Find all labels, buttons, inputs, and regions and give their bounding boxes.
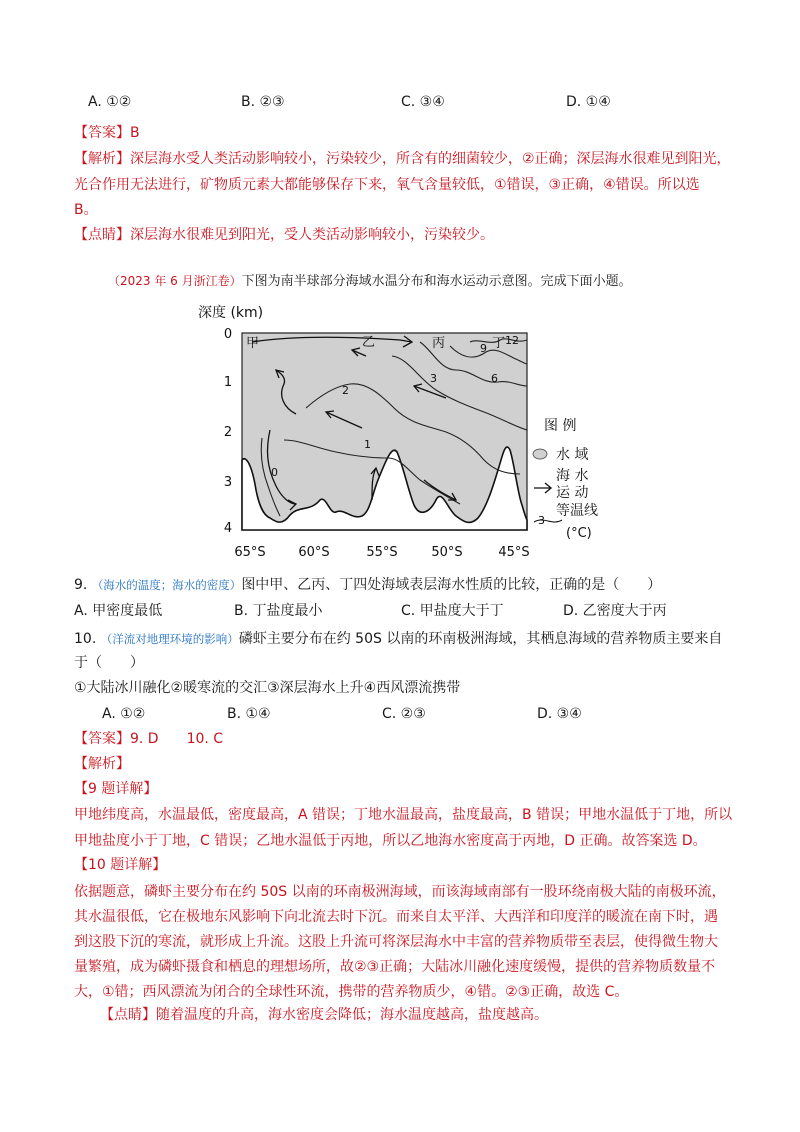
legend-iso-num: 3 <box>538 514 545 527</box>
legend-water-swatch <box>533 449 547 459</box>
isotherm-label: 1 <box>364 438 371 451</box>
q10-items: ①大陆冰川融化②暖寒流的交汇③深层海水上升④西风漂流携带 <box>74 680 461 696</box>
place-yi: 乙 <box>362 335 376 350</box>
isotherm-label: 2 <box>342 384 349 397</box>
q9-option-a: A. 甲密度最低 <box>74 603 163 619</box>
q10-options <box>102 701 582 727</box>
intro-source: （2023 年 6 月浙江卷） <box>108 274 242 288</box>
final-tip <box>100 1002 780 1028</box>
place-ding: 丁 <box>492 336 506 351</box>
x-tick-45: 45°S <box>498 545 530 560</box>
y-tick-4: 4 <box>223 521 233 536</box>
q8-option-d: D. ①④ <box>566 94 611 110</box>
legend-arrow-icon <box>534 483 551 493</box>
q8-options <box>88 94 611 110</box>
legend <box>533 418 598 541</box>
q10-detail-line-2: 其水温很低，它在极地东风影响下向北流去时下沉。而来自太平洋、大西洋和印度洋的暖流在南下时，遇 <box>74 909 718 925</box>
q10-detail-line-1: 依据题意，磷虾主要分布在约 50S 以南的环南极洲海域，而该海域南部有一股环绕南极大陆的南极环流， <box>74 884 726 900</box>
q10-option-d: D. ③④ <box>537 706 582 722</box>
q10-number: 10. <box>74 631 97 647</box>
y-tick-3: 3 <box>223 475 233 490</box>
analysis-text: 深层海水受人类活动影响较小，污染较少，所含有的细菌较少，②正确；深层海水很难见到阳光， <box>130 151 731 167</box>
isotherm-label: 0 <box>271 466 278 479</box>
q9-text: 图中甲、乙丙、丁四处海域表层海水性质的比较，正确的是（ ） <box>241 577 662 593</box>
tip-text: 随着温度的升高，海水密度会降低；海水温度越高，盐度越高。 <box>156 1007 548 1023</box>
legend-motion-label-1: 海 水 <box>556 468 589 484</box>
x-tick-50: 50°S <box>431 545 463 560</box>
tip-tag: 【点睛】 <box>100 1007 156 1023</box>
legend-iso-label: 等温线 <box>556 503 598 519</box>
y-tick-0: 0 <box>223 327 233 342</box>
q8-tip <box>74 222 754 248</box>
answers <box>74 726 754 752</box>
q9-detail-line-1: 甲地纬度高，水温最低，密度最高，A 错误；丁地水温最高，盐度最高，B 错误；甲地水温低于丁地，所以 <box>74 807 733 823</box>
q9-number: 9. <box>74 577 88 593</box>
legend-water-label: 水 域 <box>556 447 589 463</box>
y-tick-2: 2 <box>223 425 233 440</box>
q10-option-c: C. ②③ <box>382 706 426 722</box>
analysis-header: 【解析】 <box>74 756 130 772</box>
q10-option-b: B. ①④ <box>227 706 271 722</box>
q9-detail-header: 【9 题详解】 <box>74 781 158 797</box>
q10-detail-line-3: 到这股下沉的寒流，就形成上升流。这股上升流可将深层海水中丰富的营养物质带至表层，使得微生物大 <box>74 934 718 950</box>
q9-option-b: B. 丁盐度最小 <box>234 603 323 619</box>
ocean-section-figure <box>0 290 800 570</box>
q8-option-b: B. ②③ <box>241 94 285 110</box>
tip-tag: 【点睛】 <box>74 227 130 243</box>
q8-option-a: A. ①② <box>88 94 132 110</box>
y-axis-title: 深度 (km) <box>198 305 264 321</box>
intro-text: 下图为南半球部分海域水温分布和海水运动示意图。完成下面小题。 <box>241 274 632 289</box>
q9-options <box>74 598 667 624</box>
q8-analysis-line-2: 光合作用无法进行，矿物质元素大都能够保存下来，氧气含量较低，①错误，③正确，④错误。所以选 <box>74 177 700 193</box>
x-tick-65: 65°S <box>234 545 266 560</box>
place-bing: 丙 <box>432 336 446 351</box>
q8-analysis-line-3: B。 <box>74 202 98 218</box>
answer-tag: 【答案】 <box>74 125 130 141</box>
y-tick-1: 1 <box>223 375 233 390</box>
q8-answer <box>74 120 754 146</box>
q9-topic: （海水的温度；海水的密度） <box>91 578 242 592</box>
q10-topic: （洋流对地理环境的影响） <box>100 632 239 646</box>
answer-value: B <box>130 125 140 141</box>
q10-stem-line-2: 于（ ） <box>74 655 144 671</box>
q10-text: 磷虾主要分布在约 50S 以南的环南极洲海域，其栖息海域的营养物质主要来自 <box>238 631 723 647</box>
q9-stem <box>74 572 754 598</box>
tip-text: 深层海水很难见到阳光，受人类活动影响较小，污染较少。 <box>130 227 494 243</box>
q10-option-a: A. ①② <box>102 706 146 722</box>
answer-tag: 【答案】 <box>74 731 130 747</box>
q10-detail-line-4: 量繁殖，成为磷虾摄食和栖息的理想场所，故②③正确；大陆冰川融化速度缓慢，提供的营养物质数量不 <box>74 959 716 975</box>
legend-iso-unit: (°C) <box>566 526 592 541</box>
analysis-tag: 【解析】 <box>74 151 130 167</box>
isotherm-label: 9 <box>480 342 487 355</box>
x-tick-60: 60°S <box>298 545 330 560</box>
q10-stem <box>74 626 754 652</box>
isotherm-label: 3 <box>430 372 437 385</box>
legend-motion-label-2: 运 动 <box>556 485 589 501</box>
isotherm-label: 6 <box>491 372 498 385</box>
x-tick-55: 55°S <box>366 545 398 560</box>
q9-option-c: C. 甲盐度大于丁 <box>401 603 504 619</box>
q9-option-d: D. 乙密度大于丙 <box>563 603 667 619</box>
answer-value: 9. D 10. C <box>130 731 224 747</box>
isotherm-label: 12 <box>505 334 519 347</box>
q9-detail-line-2: 甲地盐度小于丁地，C 错误；乙地水温低于丙地，所以乙地海水密度高于丙地，D 正确。故答案选 D。 <box>74 833 707 849</box>
q8-option-c: C. ③④ <box>401 94 445 110</box>
legend-title: 图 例 <box>544 418 577 434</box>
q10-detail-line-5: 大，①错；西风漂流为闭合的全球性环流，携带的营养物质少，④错。②③正确，故选 C。 <box>74 984 629 1000</box>
q8-analysis-line-1 <box>74 146 754 172</box>
q10-detail-header: 【10 题详解】 <box>74 857 167 873</box>
place-jia: 甲 <box>246 336 260 351</box>
